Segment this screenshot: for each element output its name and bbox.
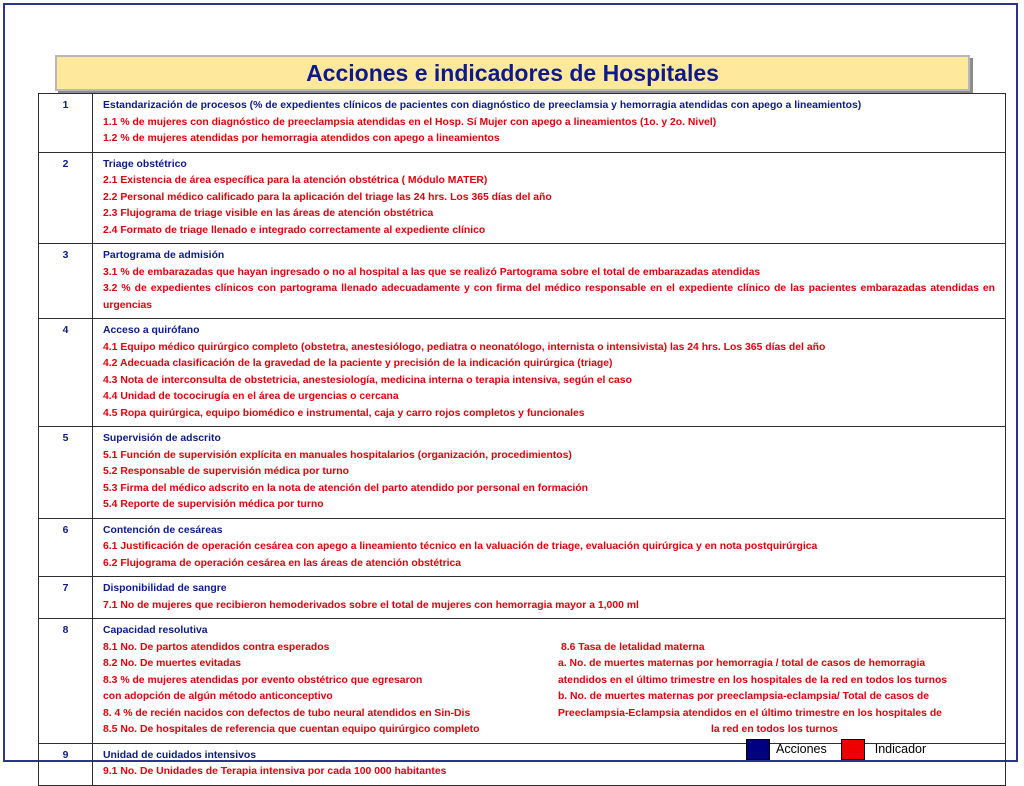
- indicator-item: 7.1 No de mujeres que recibieron hemoderivados sobre el total de mujeres con hemorragia mayor a 1,000 ml: [103, 599, 639, 611]
- indicator-item: 8.1 No. De partos atendidos contra esperados: [103, 641, 330, 653]
- row-number: 5: [39, 427, 93, 519]
- table-row: [39, 518, 1006, 577]
- indicator-item: 2.3 Flujograma de triage visible en las áreas de atención obstétrica: [103, 208, 434, 219]
- row-number: 1: [39, 94, 93, 153]
- indicator-item: 5.4 Reporte de supervisión médica por turno: [103, 499, 324, 510]
- indicator-item: la red en todos los turnos: [710, 724, 838, 735]
- row-number: 6: [39, 518, 93, 577]
- indicator-item: 4.1 Equipo médico quirúrgico completo (obstetra, anestesiólogo, pediatra o neonatólogo, internista o intensivista) las 24 hrs. Los 365 días del año: [103, 341, 826, 353]
- action-heading: Unidad de cuidados intensivos: [103, 749, 256, 761]
- indicator-item: 1.2 % de mujeres atendidas por hemorragia atendidos con apego a lineamientos: [103, 133, 500, 144]
- action-heading: Contención de cesáreas: [103, 524, 223, 536]
- indicator-item: con adopción de algún método anticonceptivo: [103, 691, 333, 702]
- indicator-item: 1.1 % de mujeres con diagnóstico de preeclampsia atendidas en el Hosp. Sí Mujer con apego a lineamientos (1o. y 2o. Nivel): [103, 116, 717, 128]
- action-heading: Capacidad resolutiva: [103, 625, 208, 636]
- indicator-item: 2.2 Personal médico calificado para la aplicación del triage las 24 hrs. Los 365 días del año: [103, 191, 552, 203]
- indicator-item: Preeclampsia-Eclampsia atendidos en el último trimestre en los hospitales de: [557, 707, 942, 719]
- indicator-item: 4.2 Adecuada clasificación de la gravedad de la paciente y precisión de la indicación quirúrgica (triage): [103, 358, 613, 369]
- row-content: [93, 518, 1006, 577]
- table-row: [39, 94, 1006, 153]
- indicator-item: 2.1 Existencia de área específica para la atención obstétrica ( Módulo MATER): [103, 175, 488, 186]
- table-row: [39, 244, 1006, 319]
- indicators-left-column: [103, 640, 558, 739]
- row-number: 7: [39, 577, 93, 619]
- legend-indicador-label: Indicador: [874, 742, 927, 756]
- row-number: 9: [39, 743, 93, 785]
- action-heading: Acceso a quirófano: [103, 325, 200, 336]
- action-heading: Estandarización de procesos (% de expedientes clínicos de pacientes con diagnóstico de preeclamsia y hemorragia atendidas con apego a lineamientos): [103, 100, 862, 111]
- row-number: 3: [39, 244, 93, 319]
- row-content: [93, 319, 1006, 427]
- row-content: [93, 94, 1006, 153]
- actions-indicators-table: [38, 93, 1006, 786]
- indicator-item: 9.1 No. De Unidades de Terapia intensiva por cada 100 000 habitantes: [103, 766, 447, 777]
- indicator-item: 8.3 % de mujeres atendidas por evento obstétrico que egresaron: [103, 674, 423, 686]
- indicators-right-column: [558, 640, 995, 739]
- indicator-item: 4.4 Unidad de tococirugía en el área de urgencias o cercana: [103, 391, 399, 402]
- two-column-indicators: [103, 640, 995, 739]
- indicator-item: 8.6 Tasa de letalidad materna: [560, 641, 705, 653]
- indicator-item: 8.5 No. De hospitales de referencia que cuentan equipo quirúrgico completo: [103, 724, 480, 735]
- row-content: [93, 577, 1006, 619]
- indicator-item: 4.5 Ropa quirúrgica, equipo biomédico e instrumental, caja y carro rojos completos y funcionales: [103, 407, 585, 419]
- indicator-item: 6.1 Justificación de operación cesárea con apego a lineamiento técnico en la valuación de triage, evaluación quirúrgica y en nota postquirúrgica: [103, 541, 818, 552]
- table-row: [39, 427, 1006, 519]
- indicator-item: 5.1 Función de supervisión explícita en manuales hospitalarios (organización, procedimientos): [103, 449, 572, 461]
- acciones-swatch: [746, 739, 770, 760]
- legend-acciones-label: Acciones: [776, 742, 827, 756]
- action-heading: Supervisión de adscrito: [103, 433, 221, 444]
- table-row: [39, 577, 1006, 619]
- table-row: [39, 319, 1006, 427]
- indicator-item: 6.2 Flujograma de operación cesárea en las áreas de atención obstétrica: [103, 557, 462, 569]
- indicator-item: 8.2 No. De muertes evitadas: [103, 658, 242, 669]
- color-legend: [746, 738, 926, 760]
- indicator-item: 5.2 Responsable de supervisión médica por turno: [103, 466, 349, 477]
- indicator-item: 8. 4 % de recién nacidos con defectos de tubo neural atendidos en Sin-Dis: [103, 707, 471, 719]
- row-content: [93, 152, 1006, 244]
- table-row: [39, 619, 1006, 744]
- row-content: [93, 619, 1006, 744]
- indicator-item: a. No. de muertes maternas por hemorragia / total de casos de hemorragia: [557, 658, 926, 669]
- action-heading: Triage obstétrico: [103, 158, 187, 170]
- indicator-item: atendidos en el último trimestre en los hospitales de la red en todos los turnos: [557, 674, 948, 686]
- indicator-item: 5.3 Firma del médico adscrito en la nota de atención del parto atendido por personal en formación: [103, 482, 588, 494]
- indicator-item: 2.4 Formato de triage llenado e integrado correctamente al expediente clínico: [103, 224, 486, 236]
- indicador-swatch: [841, 739, 865, 760]
- table-row: [39, 152, 1006, 244]
- row-number: 4: [39, 319, 93, 427]
- indicator-item: 4.3 Nota de interconsulta de obstetricia, anestesiología, medicina interna o terapia intensiva, según el caso: [103, 374, 632, 386]
- row-content: [93, 427, 1006, 519]
- indicator-item: 3.2 % de expedientes clínicos con partograma llenado adecuadamente y con firma del médico responsable en el expediente clínico de las pacientes embarazadas atendidas en urgencias: [103, 283, 995, 311]
- row-number: 8: [39, 619, 93, 744]
- action-heading: Disponibilidad de sangre: [103, 583, 227, 594]
- action-heading: Partograma de admisión: [103, 250, 225, 261]
- title-bar: [55, 55, 970, 91]
- page-title: Acciones e indicadores de Hospitales: [306, 59, 719, 86]
- indicator-item: 3.1 % de embarazadas que hayan ingresado o no al hospital a las que se realizó Partograma sobre el total de embarazadas atendidas: [103, 266, 761, 278]
- row-number: 2: [39, 152, 93, 244]
- row-content: [93, 244, 1006, 319]
- indicator-item: b. No. de muertes maternas por preeclampsia-eclampsia/ Total de casos de: [557, 691, 930, 702]
